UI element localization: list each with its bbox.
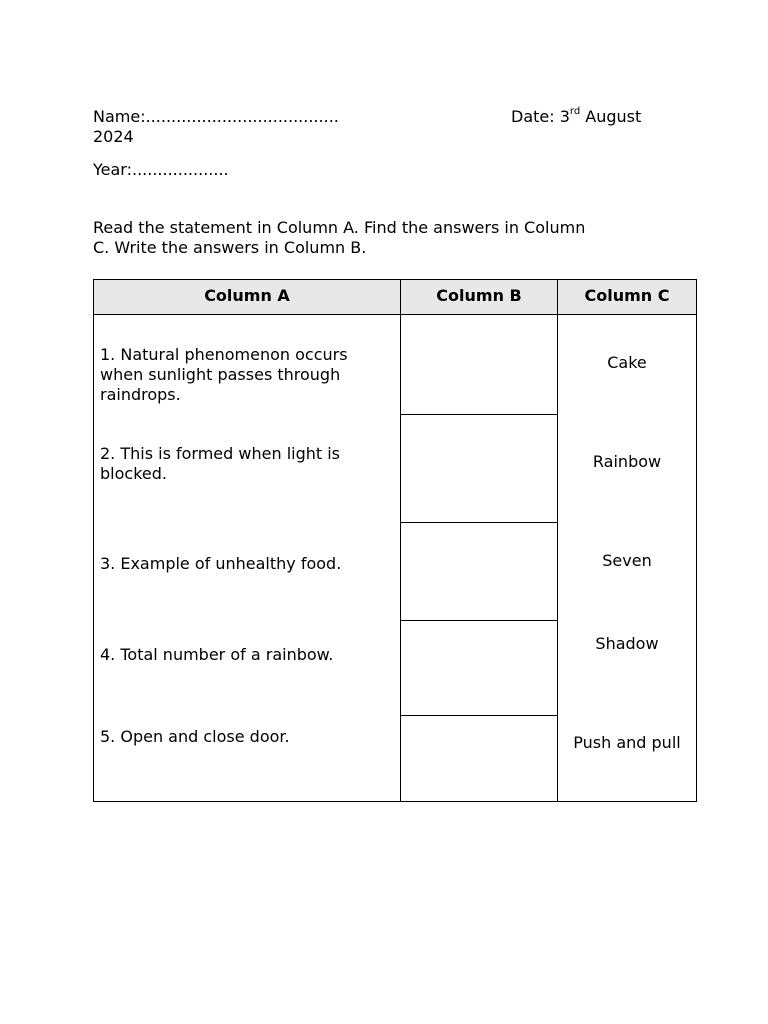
- answer-option-5: Push and pull: [573, 733, 681, 752]
- instructions-line-2: C. Write the answers in Column B.: [93, 238, 367, 257]
- date-suffix: August: [580, 107, 642, 126]
- answer-option-2: Rainbow: [592, 452, 662, 471]
- date-label: [511, 107, 641, 126]
- header-column-c: Column C: [584, 286, 670, 305]
- answer-option-4: Shadow: [595, 634, 659, 653]
- answer-option-3: Seven: [602, 551, 652, 570]
- header-column-a: Column A: [204, 286, 290, 305]
- answer-option-1: Cake: [607, 353, 647, 372]
- statement-2: 2. This is formed when light is blocked.: [100, 444, 341, 483]
- statement-1: 1. Natural phenomenon occurs when sunlight passes through raindrops.: [100, 345, 348, 404]
- year-field[interactable]: Year:...................: [93, 160, 229, 179]
- statement-5: 5. Open and close door.: [100, 727, 290, 746]
- table-header-divider: [93, 314, 697, 315]
- table-border-bottom: [93, 801, 697, 802]
- table-border-right: [696, 279, 697, 802]
- date-superscript: rd: [569, 106, 581, 117]
- name-field[interactable]: Name:......................................: [93, 107, 339, 126]
- statement-4: 4. Total number of a rainbow.: [100, 645, 334, 664]
- date-prefix: Date: 3: [511, 107, 570, 126]
- date-year: 2024: [93, 127, 134, 146]
- answer-box-2[interactable]: [401, 415, 557, 522]
- header-column-b: Column B: [436, 286, 522, 305]
- table-border-top: [93, 279, 697, 280]
- statement-3: 3. Example of unhealthy food.: [100, 554, 342, 573]
- answer-box-1[interactable]: [401, 315, 557, 414]
- answer-box-5[interactable]: [401, 716, 557, 801]
- answer-box-4[interactable]: [401, 621, 557, 715]
- answer-box-3[interactable]: [401, 523, 557, 620]
- instructions-line-1: Read the statement in Column A. Find the answers in Column: [93, 218, 586, 237]
- table-border-left: [93, 279, 94, 802]
